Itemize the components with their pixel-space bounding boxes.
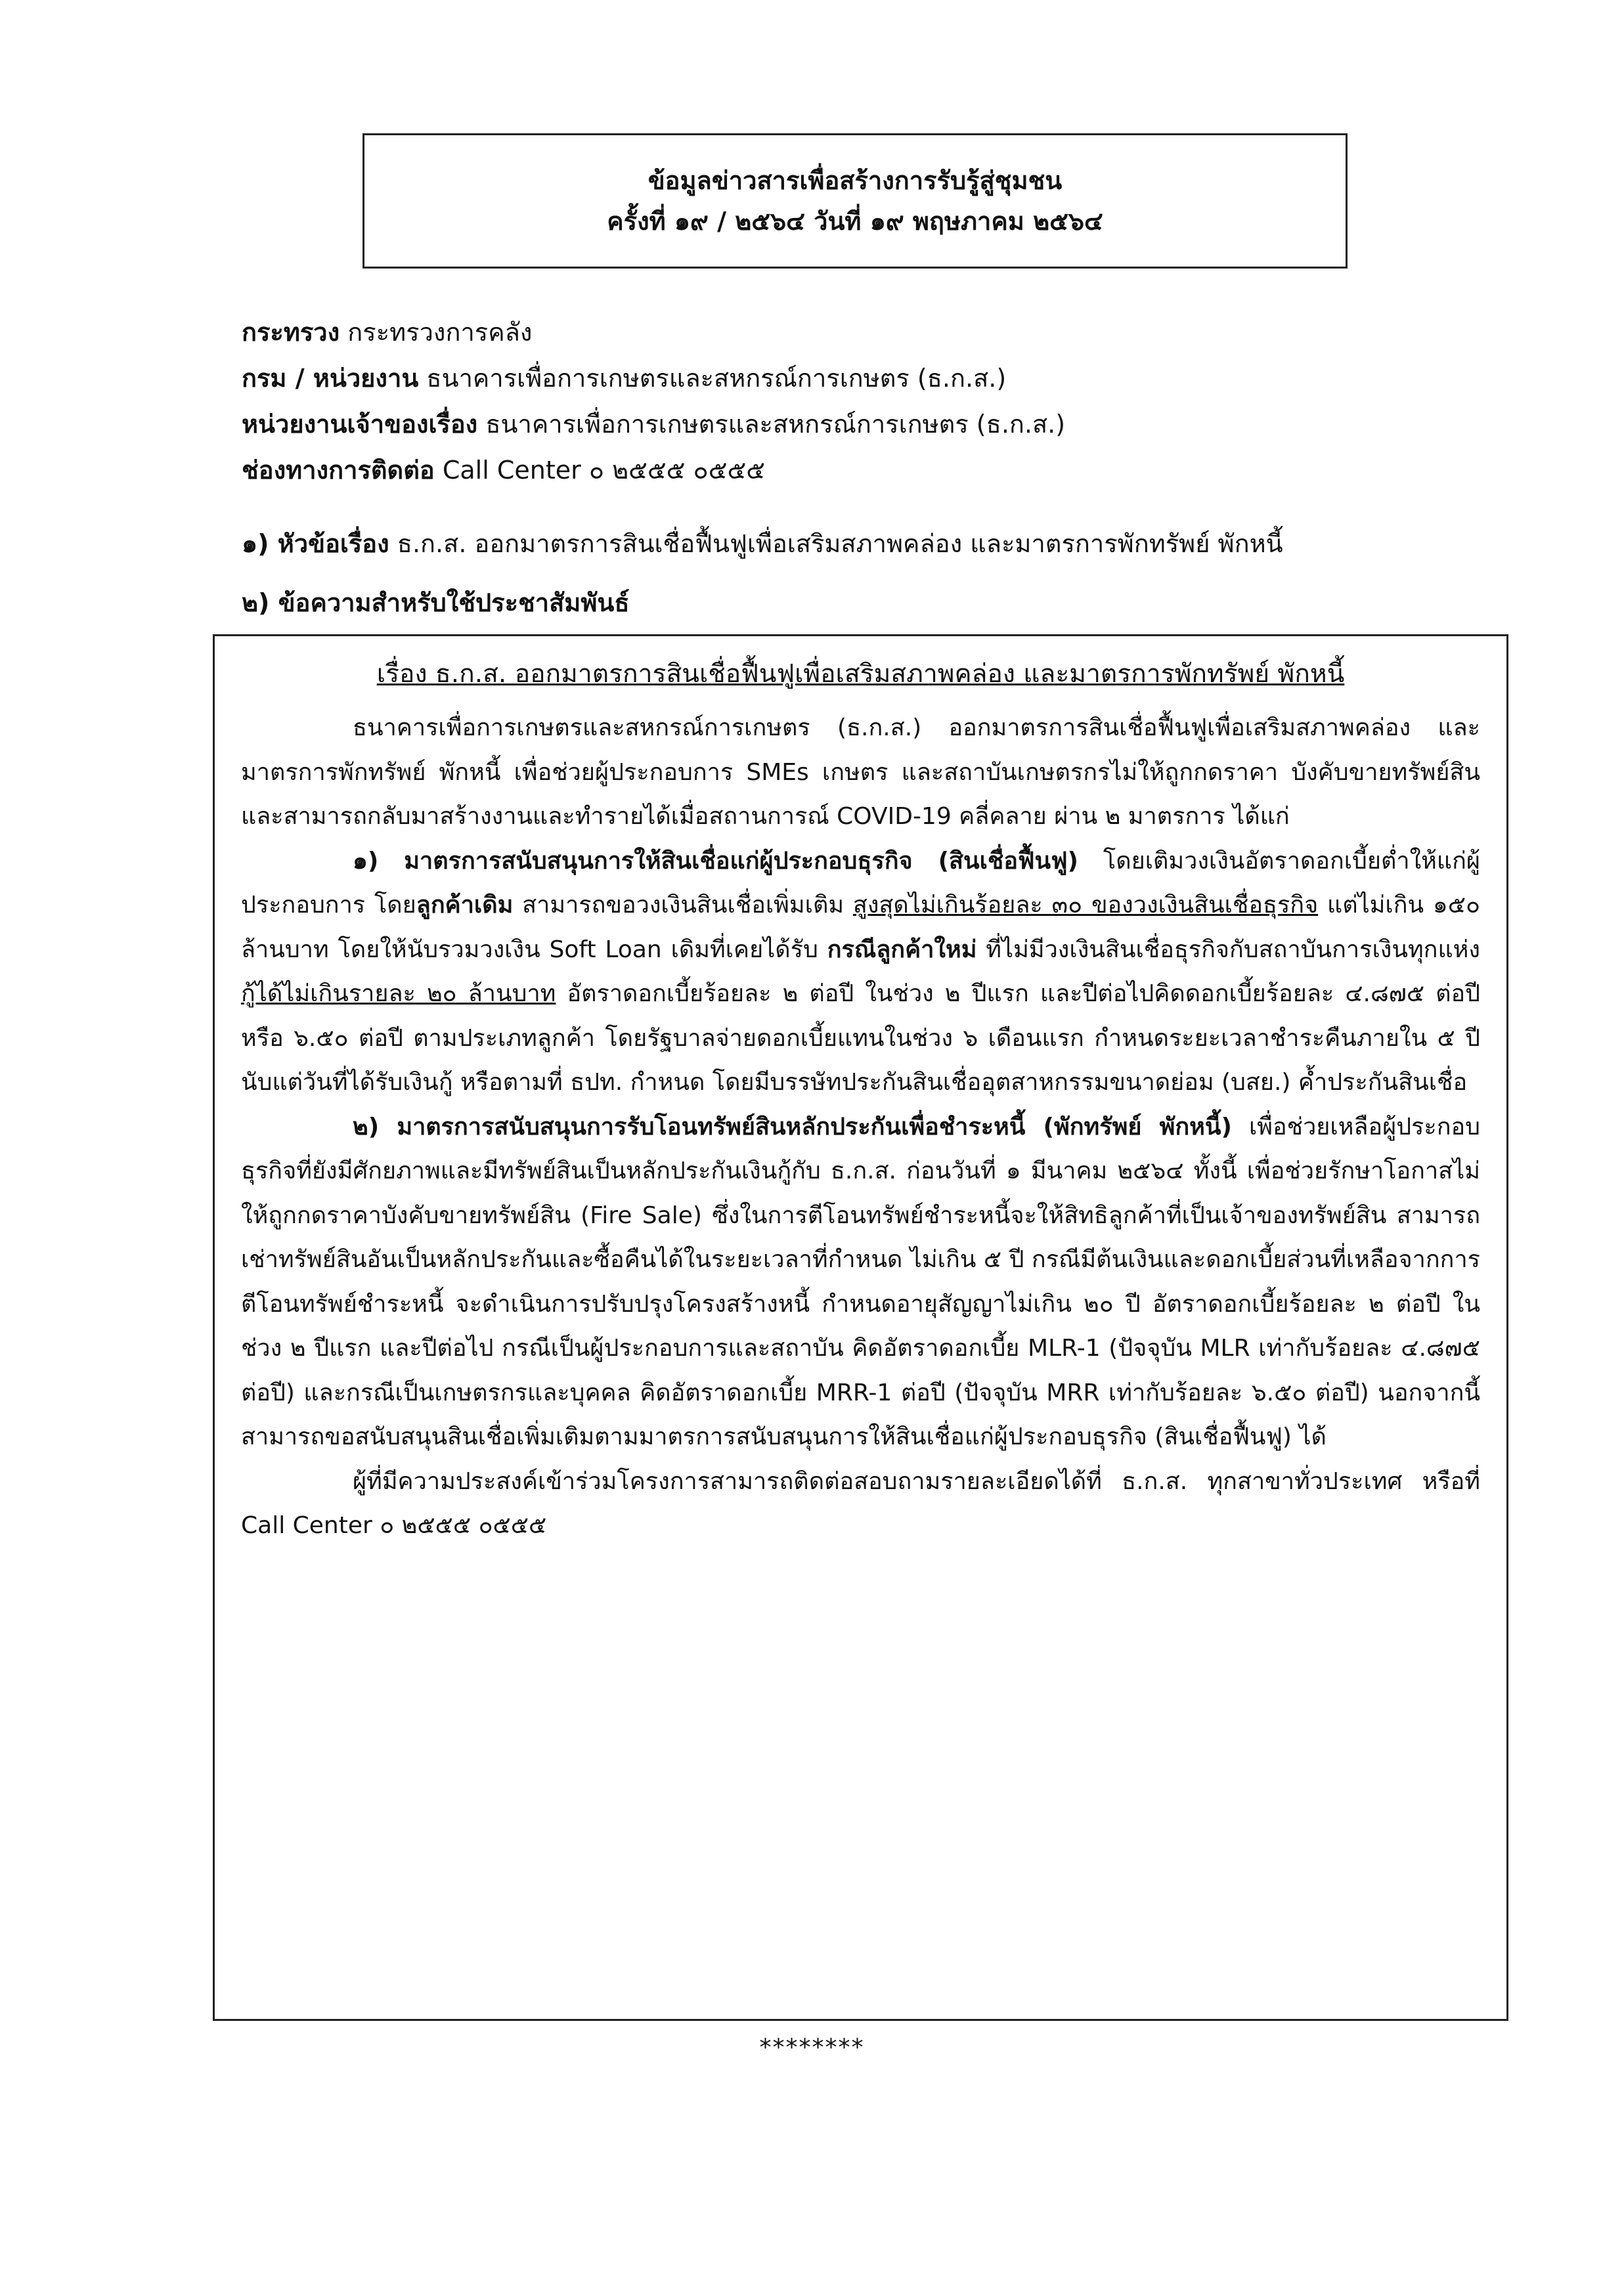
measure-2-text: เพื่อช่วยเหลือผู้ประกอบธุรกิจที่ยังมีศักยภาพและมีทรัพย์สินเป็นหลักประกันเงินกู้กับ ธ.ก.ส. ก่อนวันที่ ๑ มีนาคม ๒๕๖๔ ทั้งนี้ เพื่อช่วยรักษาโอกาสไม่ให้ถูกกดราคาบังคับขายทรัพย์สิน (Fire Sale) ซึ่งในการตีโอนทรัพย์ชำระหนี้จะให้สิทธิลูกค้าที่เป็นเจ้าของทรัพย์สิน สามารถเช่าทรัพย์สินอันเป็นหลักประกันและซื้อคืนได้ในระยะเวลาที่กำหนด ไม่เกิน ๕ ปี กรณีมีต้นเงินและดอกเบี้ยส่วนที่เหลือจากการตีโอนทรัพย์ชำระหนี้ จะดำเนินการปรับปรุงโครงสร้างหนี้ กำหนดอายุสัญญาไม่เกิน ๒๐ ปี อัตราดอกเบี้ยร้อยละ ๒ ต่อปี ในช่วง ๒ ปีแรก และปีต่อไป กรณีเป็นผู้ประกอบการและสถาบัน คิดอัตราดอกเบี้ย MLR-1 (ปัจจุบัน MLR เท่ากับร้อยละ ๔.๘๗๕ ต่อปี) และกรณีเป็นเกษตรกรและบุคคล คิดอัตราดอกเบี้ย MRR-1 ต่อปี (ปัจจุบัน MRR เท่ากับร้อยละ ๖.๕๐ ต่อปี) นอกจากนี้ สามารถขอสนับสนุนสินเชื่อเพิ่มเติมตามมาตรการสนับสนุนการให้สินเชื่อแก่ผู้ประกอบธุรกิจ (สินเชื่อฟื้นฟู) ได้ (241, 1113, 1480, 1450)
measure-1-text-2: สามารถขอวงเงินสินเชื่อเพิ่มเติม (513, 892, 853, 919)
document-title: ข้อมูลข่าวสารเพื่อสร้างการรับรู้สู่ชุมชน (647, 166, 1063, 195)
contact-value: Call Center ๐ ๒๕๕๕ ๐๕๕๕ (442, 456, 765, 485)
measure-1-new-customer: กรณีลูกค้าใหม่ (827, 936, 977, 963)
closing-paragraph: ผู้ที่มีความประสงค์เข้าร่วมโครงการสามารถติดต่อสอบถามรายละเอียดได้ที่ ธ.ก.ส. ทุกสาขาทั่วประเทศ หรือที่ Call Center ๐ ๒๕๕๕ ๐๕๕๕ (241, 1467, 1480, 1539)
press-release-heading: เรื่อง ธ.ก.ส. ออกมาตรการสินเชื่อฟื้นฟูเพื่อเสริมสภาพคล่อง และมาตรการพักทรัพย์ พักหนี้ (376, 659, 1345, 689)
measure-1-text-5: อัตราดอกเบี้ยร้อยละ ๒ ต่อปี ในช่วง ๒ ปีแรก และปีต่อไปคิดดอกเบี้ยร้อยละ ๔.๘๗๕ ต่อปี หรือ ๖.๕๐ ต่อปี ตามประเภทลูกค้า โดยรัฐบาลจ่ายดอกเบี้ยแทนในช่วง ๖ เดือนแรก กำหนดระยะเวลาชำระคืนภายใน ๕ ปี นับแต่วันที่ได้รับเงินกู้ หรือตามที่ ธปท. กำหนด โดยมีบรรษัทประกันสินเชื่ออุตสาหกรรมขนาดย่อม (บสย.) ค้ำประกันสินเชื่อ (241, 980, 1480, 1096)
topic-value: ธ.ก.ส. ออกมาตรการสินเชื่อฟื้นฟูเพื่อเสริมสภาพคล่อง และมาตรการพักทรัพย์ พักหนี้ (397, 529, 1283, 558)
pr-section-label: ๒) ข้อความสำหรับใช้ประชาสัมพันธ์ (242, 588, 630, 617)
pr-section-row (242, 584, 630, 621)
press-release-box (213, 634, 1508, 2021)
measure-1-title: ๑) มาตรการสนับสนุนการให้สินเชื่อแก่ผู้ประกอบธุรกิจ (สินเชื่อฟื้นฟู) (353, 847, 1079, 875)
ministry-value: กระทรวงการคลัง (347, 318, 533, 347)
measure-2-title: ๒) มาตรการสนับสนุนการรับโอนทรัพย์สินหลักประกันเพื่อชำระหนี้ (พักทรัพย์ พักหนี้) (353, 1113, 1232, 1140)
end-separator: ******** (759, 2034, 865, 2061)
intro-paragraph: ธนาคารเพื่อการเกษตรและสหกรณ์การเกษตร (ธ.ก.ส.) ออกมาตรการสินเชื่อฟื้นฟูเพื่อเสริมสภาพคล่อง และมาตรการพักทรัพย์ พักหนี้ เพื่อช่วยผู้ประกอบการ SMEs เกษตร และสถาบันเกษตรกรไม่ให้ถูกกดราคา บังคับขายทรัพย์สินและสามารถกลับมาสร้างงานและทำรายได้เมื่อสถานการณ์ COVID-19 คลี่คลาย ผ่าน ๒ มาตรการ ได้แก่ (241, 714, 1480, 830)
measure-1-paragraph (241, 839, 1480, 1105)
issue-info: ครั้งที่ ๑๙ / ๒๕๖๔ วันที่ ๑๙ พฤษภาคม ๒๕๖๔ (607, 207, 1103, 236)
ministry-row (242, 314, 1489, 360)
owner-row (242, 406, 1489, 452)
measure-1-existing-customer: ลูกค้าเดิม (416, 892, 514, 919)
measure-1-limit-existing: สูงสุดไม่เกินร้อยละ ๓๐ ของวงเงินสินเชื่อธุรกิจ (852, 892, 1319, 919)
contact-row (242, 452, 1489, 498)
topic-label: ๑) หัวข้อเรื่อง (242, 529, 389, 558)
measure-1-text-1: โดยเติมวงเงินอัตราดอกเบี้ยต่ำให้แก่ผู้ประกอบการ โดย (241, 847, 1481, 919)
measure-1-text-4: ที่ไม่มีวงเงินสินเชื่อธุรกิจกับสถาบันการเงินทุกแห่ง (977, 936, 1480, 963)
owner-label: หน่วยงานเจ้าของเรื่อง (242, 410, 478, 439)
measure-2-paragraph (241, 1105, 1480, 1460)
topic-row (242, 525, 1283, 562)
department-label: กรม / หน่วยงาน (242, 364, 419, 393)
meta-block (242, 314, 1489, 498)
department-value: ธนาคารเพื่อการเกษตรและสหกรณ์การเกษตร (ธ.ก.ส.) (426, 364, 1007, 393)
measure-1-limit-new: กู้ได้ไม่เกินรายละ ๒๐ ล้านบาท (241, 980, 556, 1007)
contact-label: ช่องทางการติดต่อ (242, 456, 435, 485)
measure-1-text-3: แต่ไม่เกิน ๑๕๐ ล้านบาท โดยให้นับรวมวงเงิน Soft Loan เดิมที่เคยได้รับ (241, 892, 1480, 963)
title-box (362, 133, 1348, 269)
owner-value: ธนาคารเพื่อการเกษตรและสหกรณ์การเกษตร (ธ.ก.ส.) (485, 410, 1066, 439)
department-row (242, 360, 1489, 406)
ministry-label: กระทรวง (242, 318, 340, 347)
